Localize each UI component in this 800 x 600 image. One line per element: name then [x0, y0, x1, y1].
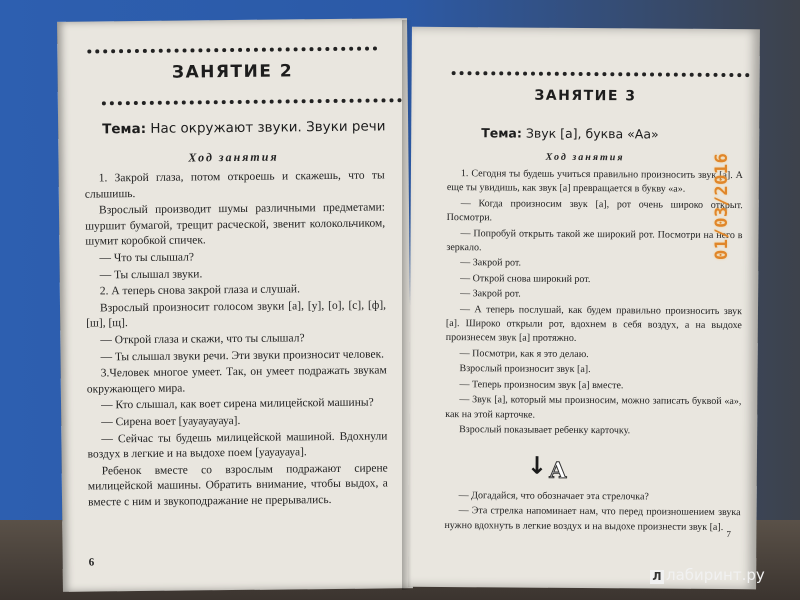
paragraph: 1. Сегодня ты будешь учиться правильно произносить звук [а]. А еще ты увидишь, как звук [а] превращается в букву «а».: [446, 168, 743, 196]
topic-text: Звук [а], буква «Аа»: [525, 125, 659, 142]
paragraph: Взрослый произносит голосом звуки [а], [у], [о], [с], [ф], [ш], [щ].: [86, 299, 387, 330]
topic-label: Тема:: [102, 120, 147, 138]
lesson-body: [445, 167, 743, 440]
down-arrow-icon: ↓: [526, 451, 548, 480]
paragraph: — Что ты слышал?: [99, 251, 195, 265]
camera-date-stamp: 01/03/2016: [712, 152, 732, 260]
book-spine-shadow: [402, 20, 418, 590]
paragraph: — Попробуй открыть такой же широкий рот. Посмотри на него в зеркало.: [446, 227, 743, 254]
lesson-topic: [481, 125, 659, 141]
paragraph: — Посмотри, как я это делаю.: [459, 348, 589, 360]
paragraph: Взрослый показывает ребенку карточку.: [459, 424, 631, 437]
paragraph: — Звук [а], который мы произносим, можно записать буквой «а», как на этой карточке.: [445, 394, 742, 421]
paragraph: Ребенок вместе со взрослым подражают сирене милицейской машины. Обратить внимание, чтобы выдох, а вместе с ним и звукоподражание не прерывались.: [87, 462, 388, 509]
labirint-logo-icon: Л: [650, 570, 664, 584]
page-number: 7: [726, 528, 731, 540]
dotted-divider-top: [87, 46, 377, 53]
section-subheading: Ход занятия: [545, 151, 625, 164]
paragraph: — А теперь послушай, как будем правильно произносить звук [а]. Широко открыли рот, вдохнем в себя воздух, а на выдохе произнесем звук [а] протяжно.: [445, 303, 743, 345]
lesson-title: ЗАНЯТИЕ 2: [171, 61, 294, 83]
watermark: [650, 566, 765, 584]
paragraph: — Сейчас ты будешь милицейской машиной. Вдохнули воздух в легкие и на выдохе поем [уауауауа].: [87, 429, 388, 461]
paragraph: 3.Человек многое умеет. Так, он умеет подражать звукам окружающего мира.: [86, 364, 387, 396]
topic-label: Тема:: [481, 125, 522, 141]
paragraph: — Эта стрелка напоминает нам, что перед произношением звука нужно вдохнуть в легкие воздух и на выдохе произнести звук [а].: [444, 505, 741, 533]
dotted-divider-below-title: [102, 98, 402, 105]
watermark-text: лабиринт.ру: [666, 566, 765, 584]
lesson-body-continued: [444, 489, 740, 536]
paragraph: 2. А теперь снова закрой глаза и слушай.: [99, 283, 300, 298]
paragraph: — Закрой рот.: [460, 288, 521, 300]
paragraph: — Сирена воет [уауауауауа].: [101, 414, 241, 429]
topic-text: Нас окружают звуки. Звуки речи: [150, 118, 386, 137]
paragraph: Взрослый производит шумы различными предметами: шуршит бумагой, трещит расческой, звенит колокольчиком, шумит коробкой спичек.: [85, 201, 386, 248]
paragraph: — Закрой рот.: [460, 257, 522, 269]
paragraph: Взрослый произносит звук [а].: [459, 363, 591, 376]
paragraph: — Ты слышал звуки.: [99, 267, 203, 281]
paragraph: 1. Закрой глаза, потом откроешь и скажешь, что ты слышишь.: [84, 169, 385, 201]
right-page: [408, 27, 760, 589]
lesson-topic: [102, 118, 386, 137]
paragraph: — Открой глаза и скажи, что ты слышал?: [100, 332, 305, 347]
paragraph: — Когда произносим звук [а], рот очень широко открыт. Посмотри.: [446, 197, 743, 224]
arrow-letter-card: [526, 451, 587, 484]
paragraph: — Ты слышал звуки речи. Эти звуки произносит человек.: [100, 347, 385, 363]
lesson-title: ЗАНЯТИЕ 3: [534, 87, 637, 105]
section-subheading: Ход занятия: [188, 149, 279, 165]
paragraph: — Открой снова широкий рот.: [460, 272, 591, 285]
paragraph: — Догадайся, что обозначает эта стрелочка?: [458, 490, 649, 503]
paragraph: — Теперь произносим звук [а] вместе.: [459, 378, 624, 391]
page-number: 6: [88, 556, 95, 569]
outlined-letter: А: [548, 457, 567, 484]
dotted-divider-top: [452, 71, 750, 77]
left-page: [57, 18, 413, 592]
paragraph: — Кто слышал, как воет сирена милицейской машины?: [100, 396, 374, 412]
lesson-body: [85, 168, 389, 512]
